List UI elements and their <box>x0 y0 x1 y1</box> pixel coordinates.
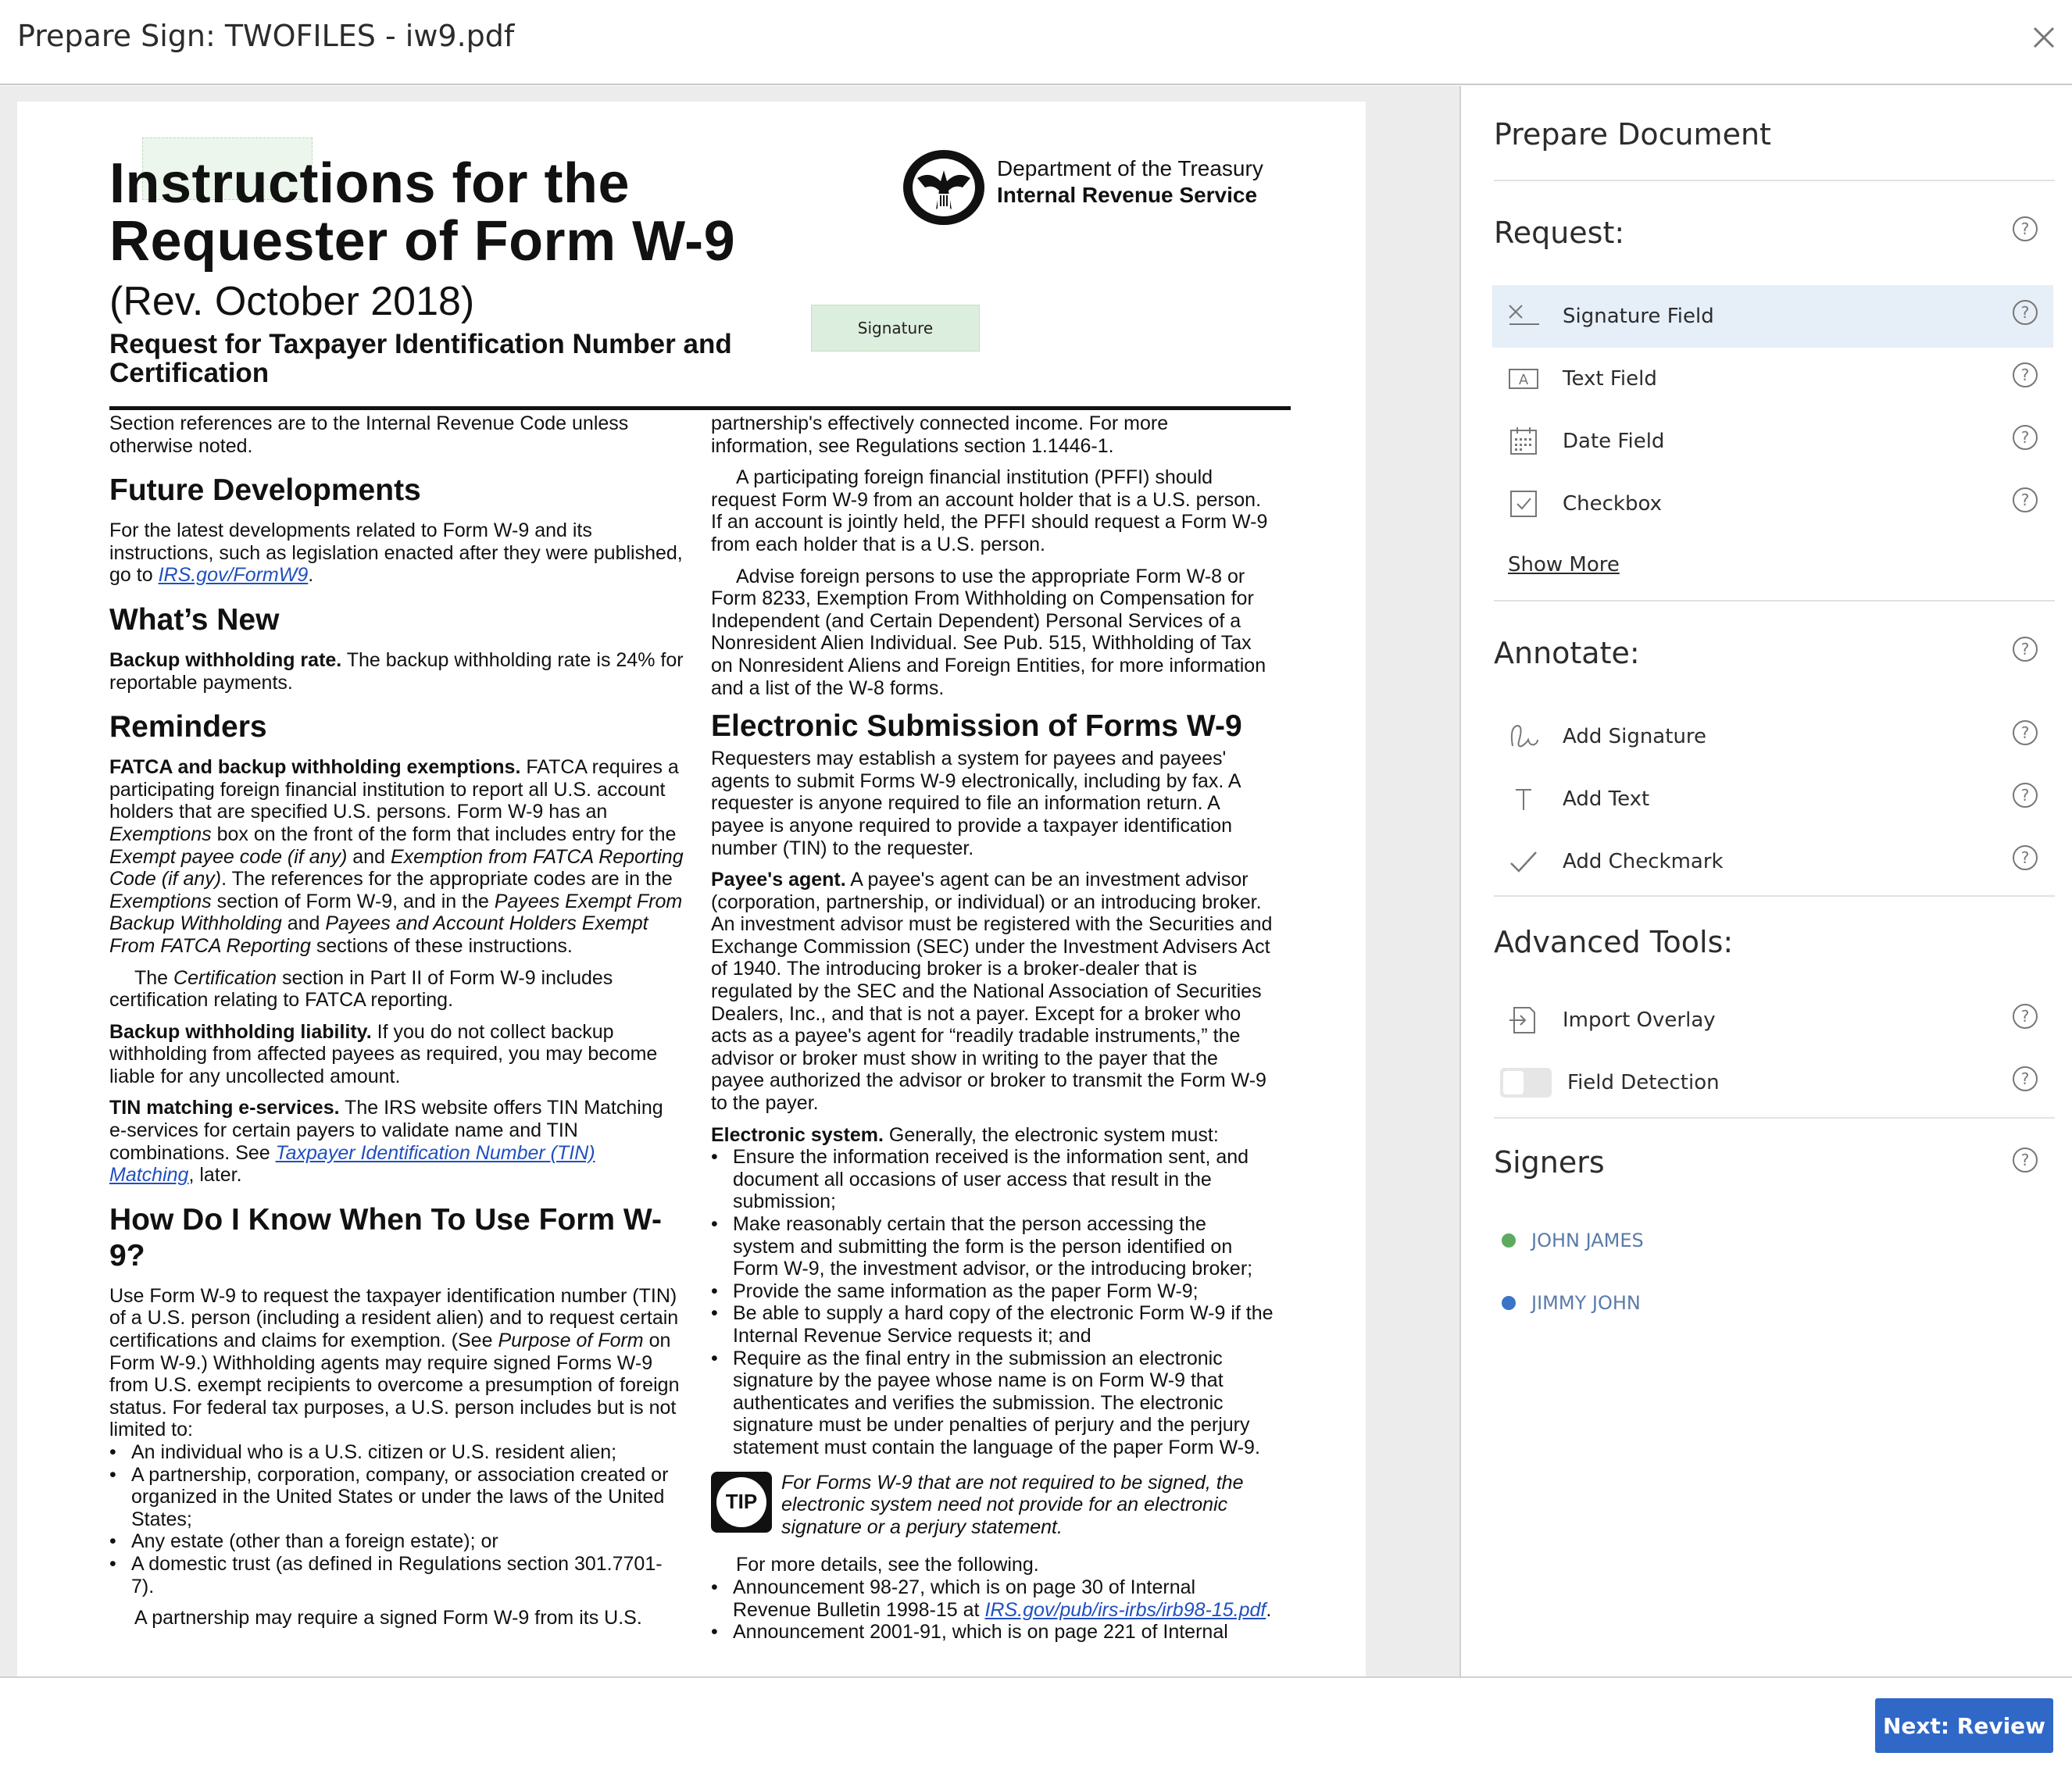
date-field-help-icon[interactable] <box>2012 424 2038 451</box>
request-item-label: Date Field <box>1563 430 1665 453</box>
doc-bullet: • Provide the same information as the paper Form W-9; <box>711 1280 1274 1303</box>
advanced-item-field-detection[interactable] <box>1492 1051 2053 1114</box>
doc-text: . <box>1266 1598 1272 1621</box>
text-field-help-icon[interactable] <box>2012 362 2038 388</box>
doc-italic: Purpose of Form <box>498 1330 644 1352</box>
doc-heading: What’s New <box>109 602 280 637</box>
doc-bold: TIN matching e-services. <box>109 1097 340 1119</box>
doc-bullet <box>711 1576 1274 1621</box>
request-item-date-field[interactable] <box>1492 410 2053 473</box>
doc-text: The backup withholding rate is 24% for reportable payments. <box>109 648 684 694</box>
doc-text: FATCA requires a participating foreign financial institution to report all U.S. account holders that are specified U.S. persons. Form W-9 has an <box>109 756 679 823</box>
doc-italic: Exempt payee code (if any) <box>109 845 348 868</box>
svg-text:A: A <box>1518 372 1529 388</box>
request-item-checkbox[interactable] <box>1492 473 2053 535</box>
formw9-link[interactable]: IRS.gov/FormW9 <box>158 564 309 587</box>
irb-link[interactable]: IRS.gov/pub/irs-irbs/irb98-15.pdf <box>984 1598 1266 1621</box>
doc-bold: Backup withholding rate. <box>109 648 342 671</box>
next-review-button[interactable]: Next: Review <box>1875 1698 2053 1753</box>
title-rule <box>109 406 1291 410</box>
placed-signature-field[interactable]: Signature <box>811 305 980 352</box>
doc-bold: Backup withholding liability. <box>109 1020 372 1043</box>
signer-jimmy-john[interactable] <box>1502 1287 1641 1319</box>
signers-help-icon[interactable] <box>2012 1147 2038 1173</box>
department-line: Department of the Treasury <box>997 156 1263 180</box>
doc-text: and <box>347 845 391 868</box>
dialog-footer <box>0 1676 2072 1767</box>
doc-paragraph <box>109 967 684 1012</box>
import-overlay-help-icon[interactable] <box>2012 1003 2038 1030</box>
doc-italic: Certification <box>173 966 277 989</box>
doc-bullet: • A partnership, corporation, company, or association created or organized in the United States or under the laws of the United States; <box>109 1464 684 1531</box>
annotate-item-add-text[interactable] <box>1492 768 2053 830</box>
doc-text: Use Form W-9 to request the taxpayer identification number (TIN) of a U.S. person (including a resident alien) and to request certain certifications and claims for exemption. (See <box>109 1284 679 1352</box>
doc-bold: Electronic system. <box>711 1123 884 1146</box>
add-signature-help-icon[interactable] <box>2012 719 2038 746</box>
advanced-section-label: Advanced Tools: <box>1494 925 1734 959</box>
sidebar-title: Prepare Document <box>1494 117 1771 152</box>
doc-paragraph: Section references are to the Internal Revenue Code unless otherwise noted. <box>109 412 629 457</box>
checkbox-icon <box>1506 487 1541 521</box>
signer-color-dot <box>1502 1233 1516 1248</box>
request-item-label: Checkbox <box>1563 492 1662 516</box>
doc-bullet: • Be able to supply a hard copy of the electronic Form W-9 if the Internal Revenue Service requests it; and <box>711 1302 1274 1347</box>
doc-text: . The references for the appropriate codes are in the <box>221 868 673 891</box>
date-field-icon <box>1506 424 1541 459</box>
svg-text:?: ? <box>2020 1069 2030 1088</box>
doc-italic: Exemptions <box>109 890 212 912</box>
svg-text:?: ? <box>2020 640 2030 659</box>
doc-bold: FATCA and backup withholding exemptions. <box>109 756 521 779</box>
svg-text:?: ? <box>2020 723 2030 742</box>
title-line-2: Requester of Form W-9 <box>109 210 736 273</box>
show-more-link[interactable]: Show More <box>1508 553 1620 577</box>
svg-text:?: ? <box>2020 848 2030 867</box>
signer-john-james[interactable] <box>1502 1225 1644 1256</box>
svg-text:?: ? <box>2020 428 2030 447</box>
add-checkmark-icon <box>1506 844 1541 879</box>
divider <box>1494 895 2055 897</box>
doc-paragraph <box>109 1285 684 1441</box>
annotate-section-label: Annotate: <box>1494 636 1640 670</box>
doc-bullet: • An individual who is a U.S. citizen or U.S. resident alien; <box>109 1441 684 1464</box>
request-help-icon[interactable] <box>2012 216 2038 242</box>
svg-text:?: ? <box>2020 491 2030 509</box>
signature-field-help-icon[interactable] <box>2012 299 2038 326</box>
doc-paragraph: A participating foreign financial institution (PFFI) should request Form W-9 from an account holder that is a U.S. person. If an account is jointly held, the PFFI should request a Form W-9 from each holder that is a U.S. person. <box>711 466 1268 555</box>
dialog-title: Prepare Sign: TWOFILES - iw9.pdf <box>17 19 515 53</box>
annotate-item-label: Add Signature <box>1563 725 1707 748</box>
doc-paragraph: Advise foreign persons to use the appropriate Form W-8 or Form 8233, Exemption From Withholding on Compensation for Independent (and Certain Dependent) Personal Services of a Nonresident Alien Individual. See Pub. 515, Withholding of Tax on Nonresident Aliens and Foreign Entities, for more information and a list of the W-8 forms. <box>711 565 1266 699</box>
svg-text:?: ? <box>2020 220 2030 238</box>
svg-text:?: ? <box>2020 1151 2030 1169</box>
doc-paragraph <box>109 1097 684 1186</box>
doc-italic: Exemptions <box>109 823 212 845</box>
tip-icon <box>711 1472 772 1533</box>
request-item-label: Text Field <box>1563 367 1657 391</box>
add-text-help-icon[interactable] <box>2012 782 2038 809</box>
doc-bullet: • Announcement 2001-91, which is on page 221 of Internal <box>711 1621 1274 1644</box>
doc-bold: Payee's agent. <box>711 869 846 891</box>
doc-paragraph: A partnership may require a signed Form W-9 from its U.S. <box>134 1607 642 1630</box>
doc-paragraph <box>109 1021 684 1088</box>
document-page <box>17 102 1366 1676</box>
doc-paragraph: For more details, see the following. <box>736 1554 1039 1576</box>
tip-text: For Forms W-9 that are not required to be signed, the electronic system need not provide for an electronic signature or a perjury statement. <box>781 1471 1244 1538</box>
doc-heading: How Do I Know When To Use Form W-9? <box>109 1202 662 1273</box>
doc-paragraph: partnership's effectively connected income. For more information, see Regulations section 1.1446-1. <box>711 412 1169 457</box>
request-section-label: Request: <box>1494 216 1625 250</box>
svg-text:?: ? <box>2020 303 2030 322</box>
doc-text: The <box>134 966 174 989</box>
document-viewer[interactable] <box>0 86 1459 1676</box>
advanced-item-import-overlay[interactable] <box>1492 989 2053 1051</box>
close-icon[interactable] <box>2028 22 2059 53</box>
doc-bullet: • Ensure the information received is the information sent, and document all occasions of user access that result in the submission; <box>711 1146 1274 1213</box>
request-item-signature-field[interactable] <box>1492 285 2053 348</box>
annotate-item-label: Add Text <box>1563 787 1650 811</box>
doc-text: Generally, the electronic system must: <box>883 1123 1219 1146</box>
doc-text: Announcement 98-27, which is on page 30 of Internal Revenue Bulletin 1998-15 at <box>733 1576 1196 1621</box>
add-text-icon <box>1506 782 1541 816</box>
doc-text: box on the front of the form that includes entry for the <box>211 823 677 845</box>
request-item-text-field[interactable] <box>1492 348 2053 410</box>
divider <box>1494 180 2055 181</box>
svg-text:?: ? <box>2020 786 2030 805</box>
document-left-column <box>109 412 684 1639</box>
doc-text: A payee's agent can be an investment advisor (corporation, partnership, or individual) or an introducing broker. An investment advisor must be registered with the Securities and Exchange Commission (SEC) under the Investment Advisers Act of 1940. The introducing broker is a broker-dealer that is regulated by the SEC and the National Association of Securities Dealers, Inc., and that is not a payer. Except for a broker who acts as a payee's agent for “readily tradable instruments,” the advisor or broker must show in writing to the payer that the payee authorized the advisor or broker to transmit the Form W-9 to the payer. <box>711 869 1273 1115</box>
field-detection-help-icon[interactable] <box>2012 1066 2038 1092</box>
doc-text: section of Form W-9, and in the <box>211 890 495 912</box>
document-revision: (Rev. October 2018) <box>109 279 475 324</box>
doc-paragraph <box>711 1124 1274 1147</box>
svg-text:?: ? <box>2020 1007 2030 1026</box>
divider <box>1494 600 2055 601</box>
signer-color-dot <box>1502 1296 1516 1310</box>
doc-bullet: • A domestic trust (as defined in Regulations section 301.7701-7). <box>109 1553 684 1597</box>
doc-text: If you do not collect backup withholding from affected payees as required, you may become liable for any uncollected amount. <box>109 1020 658 1087</box>
doc-italic: Exemption from FATCA Reporting Code (if any) <box>109 845 684 891</box>
doc-text: , later. <box>188 1164 242 1187</box>
signature-field-icon <box>1506 299 1541 334</box>
doc-text: For the latest developments related to Form W-9 and its instructions, such as legislation enacted after they were published, go to <box>109 519 683 587</box>
doc-text: and <box>281 912 326 935</box>
svg-text:?: ? <box>2020 366 2030 384</box>
doc-paragraph <box>109 756 684 957</box>
request-item-label: Signature Field <box>1563 305 1714 328</box>
signers-section-label: Signers <box>1494 1145 1605 1180</box>
irs-line: Internal Revenue Service <box>997 183 1258 207</box>
doc-text: sections of these instructions. <box>310 934 573 957</box>
doc-heading: Reminders <box>109 710 267 744</box>
title-line-1: Instructions for the <box>109 152 631 215</box>
doc-italic: Payees and Account Holders Exempt From FATCA Reporting <box>109 912 648 957</box>
advanced-item-label: Field Detection <box>1567 1071 1720 1094</box>
text-field-icon <box>1506 362 1541 396</box>
doc-paragraph <box>109 649 684 694</box>
doc-text: section in Part II of Form W-9 includes certification relating to FATCA reporting. <box>109 966 613 1012</box>
doc-bullet: • Any estate (other than a foreign estate); or <box>109 1530 684 1553</box>
add-signature-icon <box>1506 719 1541 754</box>
doc-paragraph: For the latest developments related to Form W-9 and its instructions, such as legislation enacted after they were published, go to IRS.gov/FormW9. <box>109 519 683 587</box>
doc-paragraph: Requesters may establish a system for payees and payees' agents to submit Forms W-9 electronically, including by fax. A requester is anyone required to file an information return. A payee is anyone required to provide a taxpayer identification number (TIN) to the requester. <box>711 748 1241 859</box>
annotate-help-icon[interactable] <box>2012 636 2038 662</box>
doc-heading: Future Developments <box>109 473 421 508</box>
add-checkmark-help-icon[interactable] <box>2012 844 2038 871</box>
advanced-item-label: Import Overlay <box>1563 1008 1716 1032</box>
tip-label: TIP <box>716 1477 766 1527</box>
doc-bullet: • Require as the final entry in the submission an electronic signature by the payee whose name is on Form W-9 that authenticates and verifies the submission. The electronic signature must be under penalties of perjury and the perjury statement must contain the language of the paper Form W-9. <box>711 1348 1274 1459</box>
dialog-header <box>0 0 2072 85</box>
tin-matching-link[interactable]: Taxpayer Identification Number (TIN) Matching <box>109 1141 595 1187</box>
document-right-column <box>711 412 1274 1644</box>
irs-eagle-logo-icon <box>900 147 988 228</box>
document-title <box>109 152 736 273</box>
checkbox-help-icon[interactable] <box>2012 487 2038 513</box>
doc-bullet: • Make reasonably certain that the person accessing the system and submitting the form is the person identified on Form W-9, the investment advisor, or the introducing broker; <box>711 1213 1274 1280</box>
field-detection-toggle[interactable] <box>1500 1068 1552 1098</box>
document-subtitle: Request for Taxpayer Identification Number and Certification <box>109 329 732 388</box>
annotate-item-label: Add Checkmark <box>1563 850 1724 873</box>
annotate-item-add-signature[interactable] <box>1492 705 2053 768</box>
signer-name: JIMMY JOHN <box>1531 1292 1641 1314</box>
doc-text: The IRS website offers TIN Matching e-services for certain payers to validate name and TIN combinations. See <box>109 1097 663 1164</box>
signer-name: JOHN JAMES <box>1531 1230 1644 1251</box>
tip-box <box>711 1472 1274 1539</box>
divider <box>1494 1117 2055 1119</box>
doc-heading: Electronic Submission of Forms W-9 <box>711 709 1242 744</box>
annotate-item-add-checkmark[interactable] <box>1492 830 2053 893</box>
import-overlay-icon <box>1506 1003 1541 1037</box>
doc-italic: Payees Exempt From Backup Withholding <box>109 890 683 935</box>
doc-paragraph <box>711 869 1274 1115</box>
doc-text: on Form W-9.) Withholding agents may require signed Forms W-9 from U.S. exempt recipients to overcome a presumption of foreign status. For federal tax purposes, a U.S. person includes but is not limited to: <box>109 1330 680 1441</box>
